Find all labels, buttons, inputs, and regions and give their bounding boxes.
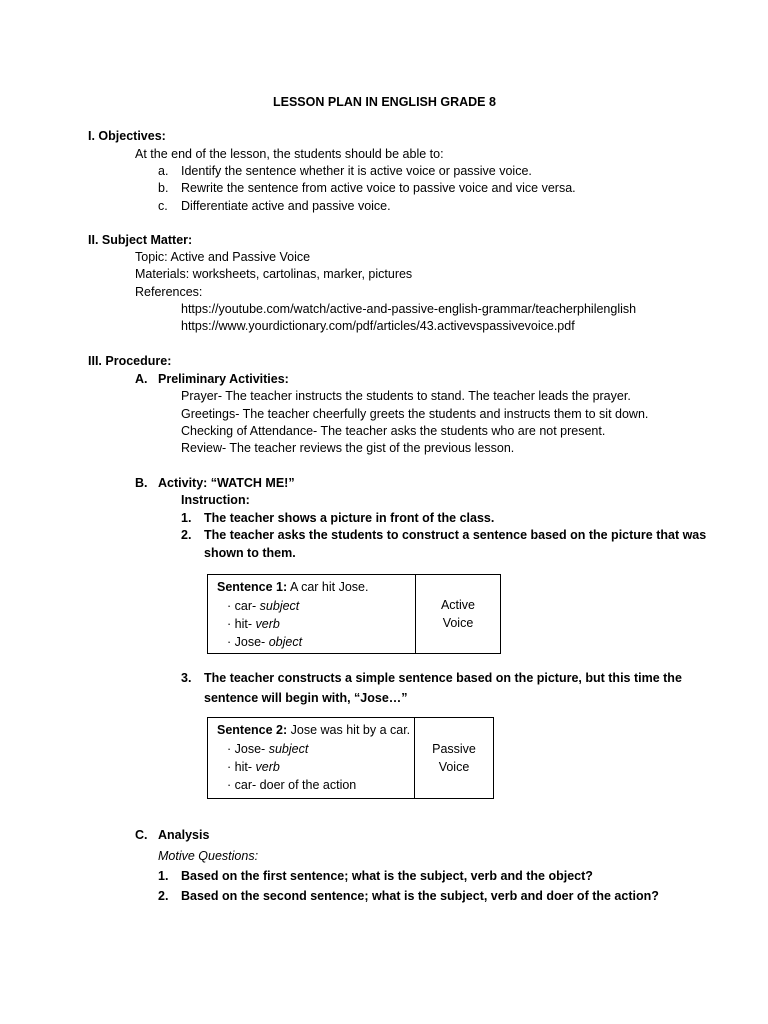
sentence-part [227,759,280,775]
sentence-box-left [208,718,415,798]
part-word: hit- [234,760,253,774]
objective-marker: b. [158,181,169,195]
preliminary-heading: Preliminary Activities: [158,372,289,386]
voice-label: Passive [432,742,476,756]
part-role: verb [252,760,280,774]
objective-marker: a. [158,164,169,178]
objective-item: Rewrite the sentence from active voice to passive voice and vice versa. [181,181,576,195]
part-word: hit- [234,617,253,631]
bullet: · [227,760,232,774]
question-text: Based on the second sentence; what is the subject, verb and doer of the action? [181,889,659,903]
references-label: References: [135,285,203,299]
subject-matter-heading: II. Subject Matter: [88,233,193,247]
objectives-heading: I. Objectives: [88,129,166,143]
activity-heading: Activity: “WATCH ME!” [158,476,295,490]
materials-value: worksheets, cartolinas, marker, pictures [189,267,413,281]
step-marker: 1. [181,511,192,525]
step-text: sentence will begin with, “Jose…” [204,691,408,705]
sentence-part [227,777,356,793]
section-marker: A. [135,372,148,386]
voice-label-cell [415,718,493,798]
voice-label: Voice [442,616,474,630]
preliminary-item: Prayer- The teacher instructs the students to stand. The teacher leads the prayer. [181,389,631,403]
preliminary-item: Greetings- The teacher cheerfully greets the students and instructs them to sit down. [181,407,649,421]
sentence-text: A car hit Jose. [287,580,369,594]
reference-link[interactable]: https://youtube.com/watch/active-and-passive-english-grammar/teacherphilenglish [181,302,637,316]
topic-label: Topic: [135,250,168,264]
preliminary-item: Review- The teacher reviews the gist of the previous lesson. [181,441,515,455]
question-text: Based on the first sentence; what is the subject, verb and the object? [181,869,593,883]
step-text: The teacher asks the students to construct a sentence based on the picture that was [204,528,707,542]
materials-label: Materials: [135,267,190,281]
objective-marker: c. [158,199,168,213]
sentence-box-passive [207,717,494,799]
bullet: · [227,635,232,649]
step-marker: 3. [181,671,192,685]
part-word: car- [234,778,257,792]
reference-link[interactable]: https://www.yourdictionary.com/pdf/articles/43.activevspassivevoice.pdf [181,319,575,333]
part-word: Jose- [234,635,266,649]
voice-label: Active [440,598,476,612]
preliminary-item: Checking of Attendance- The teacher asks the students who are not present. [181,424,606,438]
topic-line [135,249,310,265]
question-marker: 2. [158,889,169,903]
sentence-part [227,741,308,757]
analysis-heading: Analysis [158,828,210,842]
sentence-part [227,616,280,632]
bullet: · [227,742,232,756]
sentence-label: Sentence 1: [217,580,288,594]
instruction-label: Instruction: [181,493,250,507]
sentence-part [227,598,299,614]
step-text: The teacher shows a picture in front of the class. [204,511,495,525]
sentence-line [217,579,368,595]
sentence-label: Sentence 2: [217,723,288,737]
sentence-box-left [208,575,416,653]
part-role: verb [252,617,280,631]
page-title: LESSON PLAN IN ENGLISH GRADE 8 [273,95,496,109]
step-text: shown to them. [204,546,296,560]
topic-value: Active and Passive Voice [167,250,311,264]
part-role: doer of the action [256,778,357,792]
step-marker: 2. [181,528,192,542]
objective-item: Identify the sentence whether it is active voice or passive voice. [181,164,532,178]
section-marker: C. [135,828,148,842]
sentence-text: Jose was hit by a car. [287,723,411,737]
question-marker: 1. [158,869,169,883]
part-role: subject [265,742,309,756]
step-text: The teacher constructs a simple sentence based on the picture, but this time the [204,671,682,685]
bullet: · [227,778,232,792]
sentence-part [227,634,302,650]
part-role: subject [256,599,300,613]
voice-label-cell [416,575,500,653]
motive-questions-label: Motive Questions: [158,849,259,863]
bullet: · [227,599,232,613]
materials-line [135,266,412,282]
sentence-line [217,722,410,738]
part-word: Jose- [234,742,266,756]
bullet: · [227,617,232,631]
objectives-intro: At the end of the lesson, the students should be able to: [135,147,444,161]
procedure-heading: III. Procedure: [88,354,172,368]
part-word: car- [234,599,257,613]
voice-label: Voice [438,760,470,774]
section-marker: B. [135,476,148,490]
objective-item: Differentiate active and passive voice. [181,199,391,213]
sentence-box-active [207,574,501,654]
part-role: object [265,635,303,649]
